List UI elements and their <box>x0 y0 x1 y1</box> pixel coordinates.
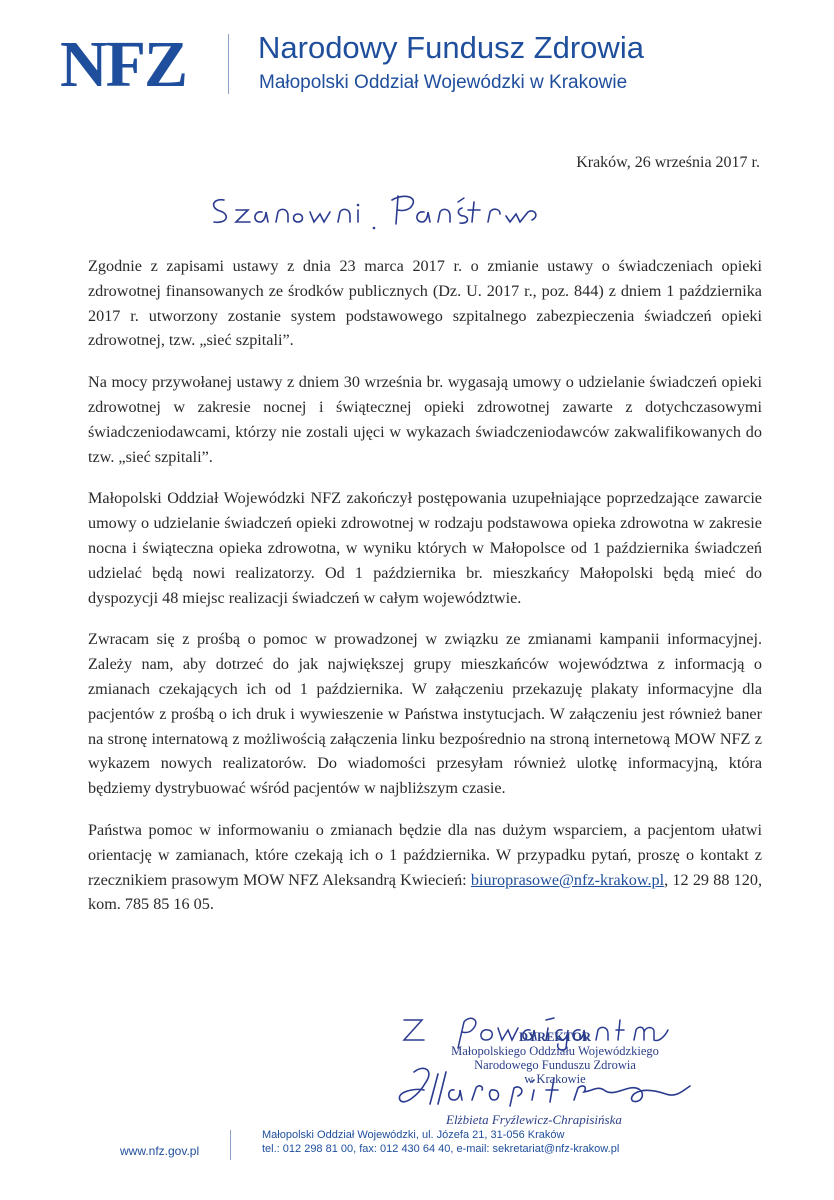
paragraph-2: Na mocy przywołanej ustawy z dniem 30 września br. wygasają umowy o udzielanie świadczeń opieki zdrowotnej w zakresie nocnej i świątecznej opieki zdrowotnej zawarte z dotychczasowymi świadczeniodawcami, którzy nie zostali ujęci w wykazach świadczeniodawców zakwalifikowanych do tzw. „sieć szpitali”. <box>88 373 762 466</box>
footer-divider <box>230 1130 231 1160</box>
stamp-line-3: w Krakowie <box>524 1072 586 1086</box>
organization-name: Narodowy Fundusz Zdrowia <box>258 30 644 65</box>
handwritten-signature <box>384 1060 704 1116</box>
handwritten-salutation <box>206 186 546 236</box>
paragraph-5-contact: , 12 29 88 120, kom. 785 85 16 05. <box>88 870 763 914</box>
footer-contact: tel.: 012 298 81 00, fax: 012 430 64 40, e-mail: sekretariat@nfz-krakow.pl <box>262 1143 620 1155</box>
logo-text: NFZ <box>60 28 186 101</box>
header-divider <box>228 34 229 94</box>
stamp-title: DYREKTOR <box>518 1030 591 1044</box>
paragraph-5-text: Państwa pomoc w informowaniu o zmianach będzie dla nas dużym wsparciem, a pacjentom ułatwi orientację w zamianach, które czekają ich o 1 października. W przypadku pytań, proszę o kontakt z rzecznikiem prasowym MOW NFZ Aleksandrą Kwiecień: <box>88 820 762 889</box>
paragraph-4: Zwracam się z prośbą o pomoc w prowadzonej w związku ze zmianami kampanii informacyjnej. Zależy nam, aby dotrzeć do jak największej grupy mieszkańców województwa z informacją o zmianach czekających ich od 1 października. W załączeniu przekazuję plakaty informacyjne dla pacjentów z prośbą o ich druk i wywieszenie w Państwa instytucjach. W załączeniu jest również baner na stronę internatową z możliwością załączenia linku bezpośrednio na stroną internetową MOW NFZ z wykazem nowych realizatorów. Do wiadomości przesyłam również ulotkę informacyjną, która będziemy dystrybuować wśród pacjentów w najbliższym czasie. <box>88 630 762 798</box>
footer-address-block <box>262 1128 619 1156</box>
footer-website[interactable]: www.nfz.gov.pl <box>120 1144 200 1158</box>
signature-block <box>384 1008 714 1140</box>
paragraph-5 <box>88 818 762 917</box>
paragraph-3: Małopolski Oddział Wojewódzki NFZ zakończył postępowania uzupełniające poprzedzające zawarcie umowy o udzielanie świadczeń opieki zdrowotnej w rodzaju podstawowa opieka zdrowotna w zakresie nocna i świąteczna opieka zdrowotna, w wyniku których w Małopolsce od 1 października świadczeń udzielać będą nowi realizatorzy. Od 1 października br. mieszkańcy Małopolski będą mieć do dyspozycji 48 miejsc realizacji świadczeń w całym województwie. <box>88 489 762 607</box>
organization-branch: Małopolski Oddział Wojewódzki w Krakowie <box>259 72 628 93</box>
footer-address: Małopolski Oddział Wojewódzki, ul. Józefa 21, 31-056 Kraków <box>262 1129 565 1141</box>
letter-date: Kraków, 26 września 2017 r. <box>576 154 760 171</box>
stamp-line-2: Narodowego Funduszu Zdrowia <box>474 1058 636 1072</box>
nfz-logo <box>60 30 200 100</box>
signer-name: Elżbieta Fryźlewicz-Chrapisińska <box>446 1112 622 1127</box>
stamp-line-1: Małopolskiego Oddziału Wojewódzkiego <box>451 1044 659 1058</box>
paragraph-1: Zgodnie z zapisami ustawy z dnia 23 marca 2017 r. o zmianie ustawy o świadczeniach opieki zdrowotnej finansowanych ze środków publicznych (Dz. U. 2017 r., poz. 844) z dniem 1 października 2017 r. utworzony zostanie system podstawowego szpitalnego zabezpieczenia świadczeń opieki zdrowotnej, tzw. „sieć szpitali”. <box>88 257 762 350</box>
press-email-link[interactable]: biuroprasowe@nfz-krakow.pl <box>470 870 665 889</box>
letter-body <box>88 254 762 934</box>
